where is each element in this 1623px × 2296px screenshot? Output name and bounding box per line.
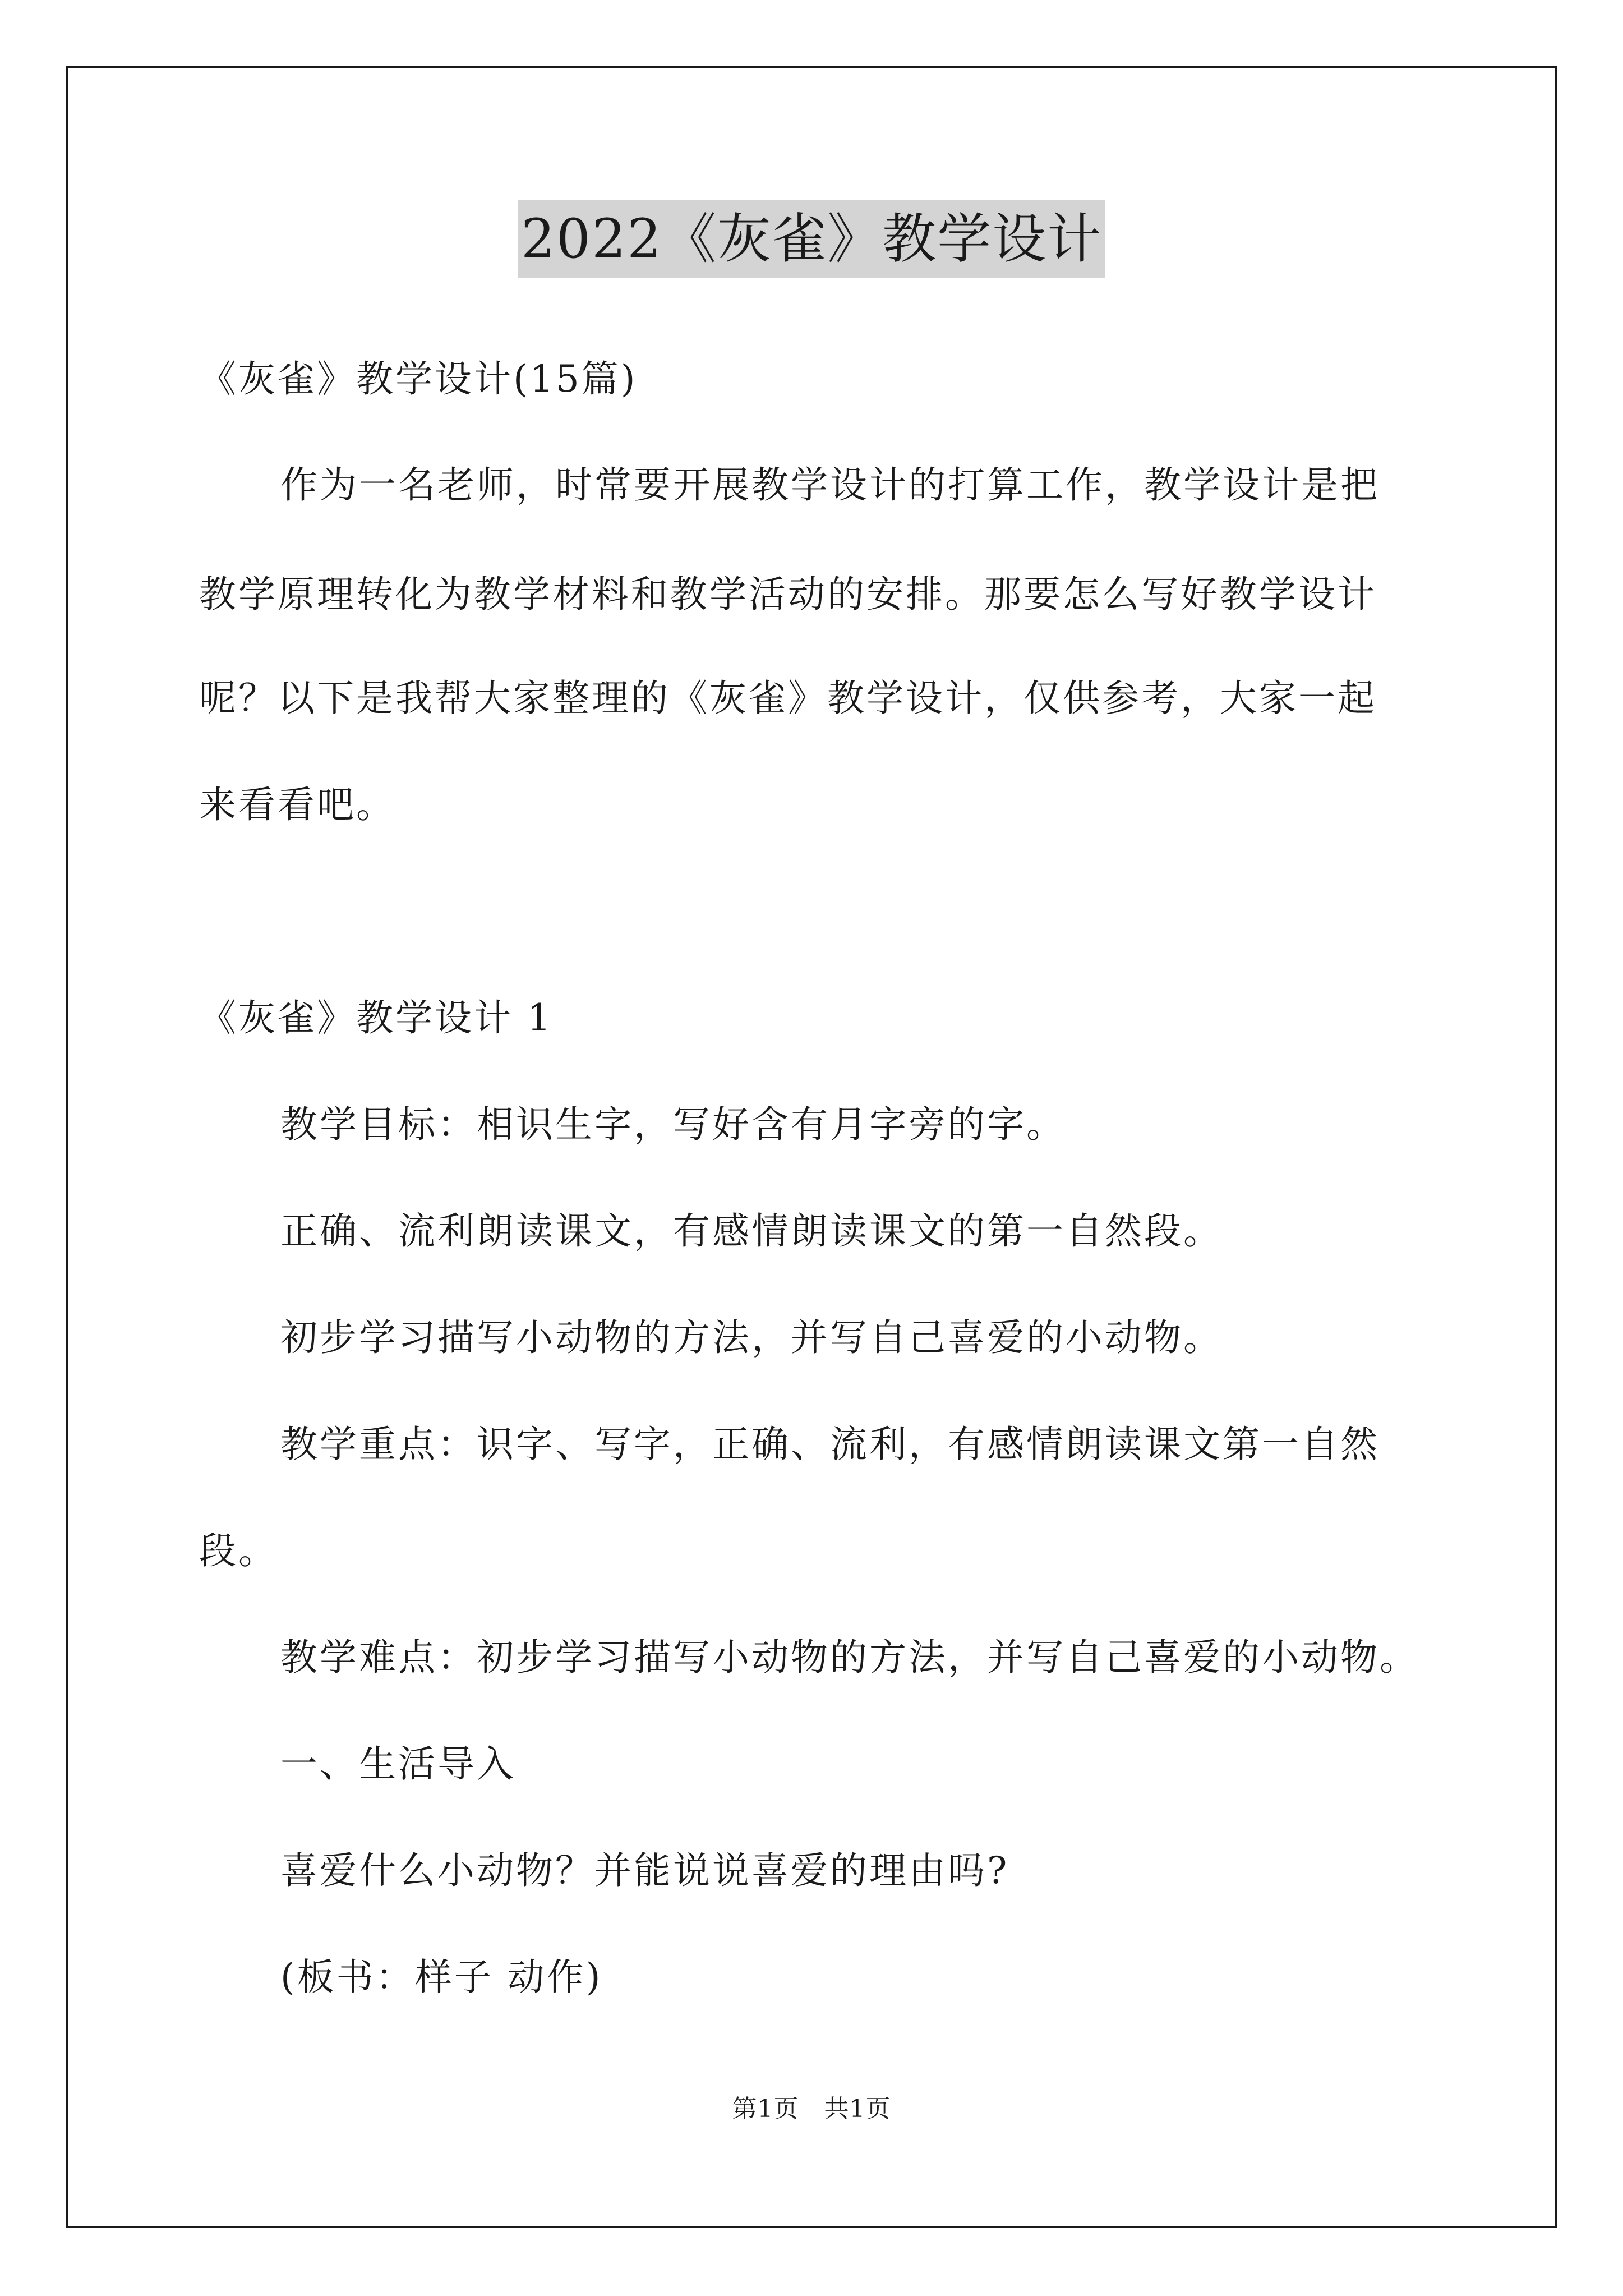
document-subtitle: 《灰雀》教学设计(15篇) [199, 357, 638, 401]
body-line-objectives: 教学目标：相识生字，写好含有月字旁的字。 [280, 1103, 1066, 1146]
body-line-section-intro: 一、生活导入 [280, 1742, 516, 1786]
section-heading: 《灰雀》教学设计 1 [199, 996, 553, 1039]
body-line-question: 喜爱什么小动物？并能说说喜爱的理由吗? [280, 1849, 1009, 1892]
body-line-reading: 正确、流利朗读课文，有感情朗读课文的第一自然段。 [280, 1209, 1223, 1253]
intro-line-3: 呢？以下是我帮大家整理的《灰雀》教学设计，仅供参考，大家一起 [199, 677, 1377, 720]
body-line-writing: 初步学习描写小动物的方法，并写自己喜爱的小动物。 [280, 1316, 1223, 1359]
body-line-board-notes: (板书：样子 动作) [280, 1955, 603, 1999]
intro-line-1: 作为一名老师，时常要开展教学设计的打算工作，教学设计是把 [280, 463, 1380, 507]
page-footer: 第1页 共1页 [732, 2095, 891, 2123]
body-line-key-points-cont: 段。 [199, 1529, 278, 1572]
document-title: 2022《灰雀》教学设计 [518, 200, 1105, 278]
body-line-key-points: 教学重点：识字、写字，正确、流利，有感情朗读课文第一自然 [280, 1423, 1380, 1466]
title-wrap [0, 200, 1623, 278]
intro-line-2: 教学原理转化为教学材料和教学活动的安排。那要怎么写好教学设计 [199, 573, 1377, 616]
body-line-difficulties: 教学难点：初步学习描写小动物的方法，并写自己喜爱的小动物。 [280, 1636, 1419, 1679]
intro-line-4: 来看看吧。 [199, 783, 395, 826]
